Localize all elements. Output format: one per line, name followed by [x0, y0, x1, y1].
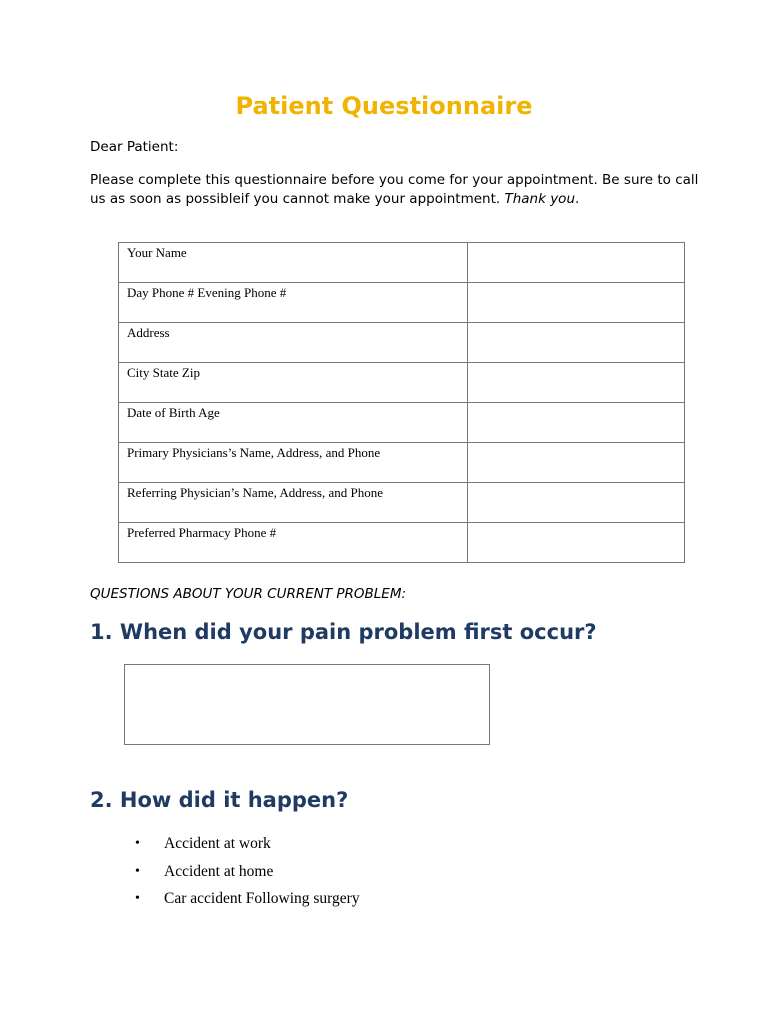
option-label: Accident at home	[164, 862, 274, 880]
row-label-name: Your Name	[119, 243, 468, 283]
option-label: Accident at work	[164, 835, 271, 852]
intro-thanks: Thank you	[504, 191, 575, 207]
list-item	[135, 889, 360, 917]
intro-text: Please complete this questionnaire before you come for your appointment. Be sure to call us as soon as possibleif you cannot make your appointment.	[90, 172, 699, 207]
table-row	[119, 443, 685, 483]
table-row	[119, 283, 685, 323]
table-row	[119, 483, 685, 523]
list-item	[135, 862, 360, 890]
table-row	[119, 523, 685, 563]
pain-onset-answer-box[interactable]	[124, 664, 490, 745]
referring-physician-field[interactable]	[468, 483, 685, 523]
intro-paragraph	[90, 171, 700, 209]
row-label-address: Address	[119, 323, 468, 363]
salutation: Dear Patient:	[90, 139, 179, 155]
row-label-dob: Date of Birth Age	[119, 403, 468, 443]
row-label-referring-physician: Referring Physician’s Name, Address, and Phone	[119, 483, 468, 523]
question-1: 1. When did your pain problem first occur?	[90, 620, 597, 644]
city-field[interactable]	[468, 363, 685, 403]
table-row	[119, 323, 685, 363]
dob-field[interactable]	[468, 403, 685, 443]
bullet-icon: •	[135, 836, 140, 851]
question-2: 2. How did it happen?	[90, 788, 349, 812]
option-label: Car accident Following surgery	[164, 890, 360, 907]
primary-physician-field[interactable]	[468, 443, 685, 483]
row-label-city: City State Zip	[119, 363, 468, 403]
patient-info-table	[118, 242, 685, 563]
table-row	[119, 243, 685, 283]
row-label-pharmacy: Preferred Pharmacy Phone #	[119, 523, 468, 563]
row-label-phone: Day Phone # Evening Phone #	[119, 283, 468, 323]
bullet-icon: •	[135, 863, 140, 879]
row-label-primary-physician: Primary Physicians’s Name, Address, and Phone	[119, 443, 468, 483]
address-field[interactable]	[468, 323, 685, 363]
table-row	[119, 403, 685, 443]
list-item	[135, 834, 360, 862]
bullet-icon: •	[135, 891, 140, 906]
name-field[interactable]	[468, 243, 685, 283]
phone-field[interactable]	[468, 283, 685, 323]
how-it-happened-options	[135, 834, 360, 917]
section-heading: QUESTIONS ABOUT YOUR CURRENT PROBLEM:	[90, 586, 407, 602]
table-row	[119, 363, 685, 403]
intro-end: .	[575, 191, 580, 207]
document-title: Patient Questionnaire	[235, 92, 533, 120]
pharmacy-field[interactable]	[468, 523, 685, 563]
